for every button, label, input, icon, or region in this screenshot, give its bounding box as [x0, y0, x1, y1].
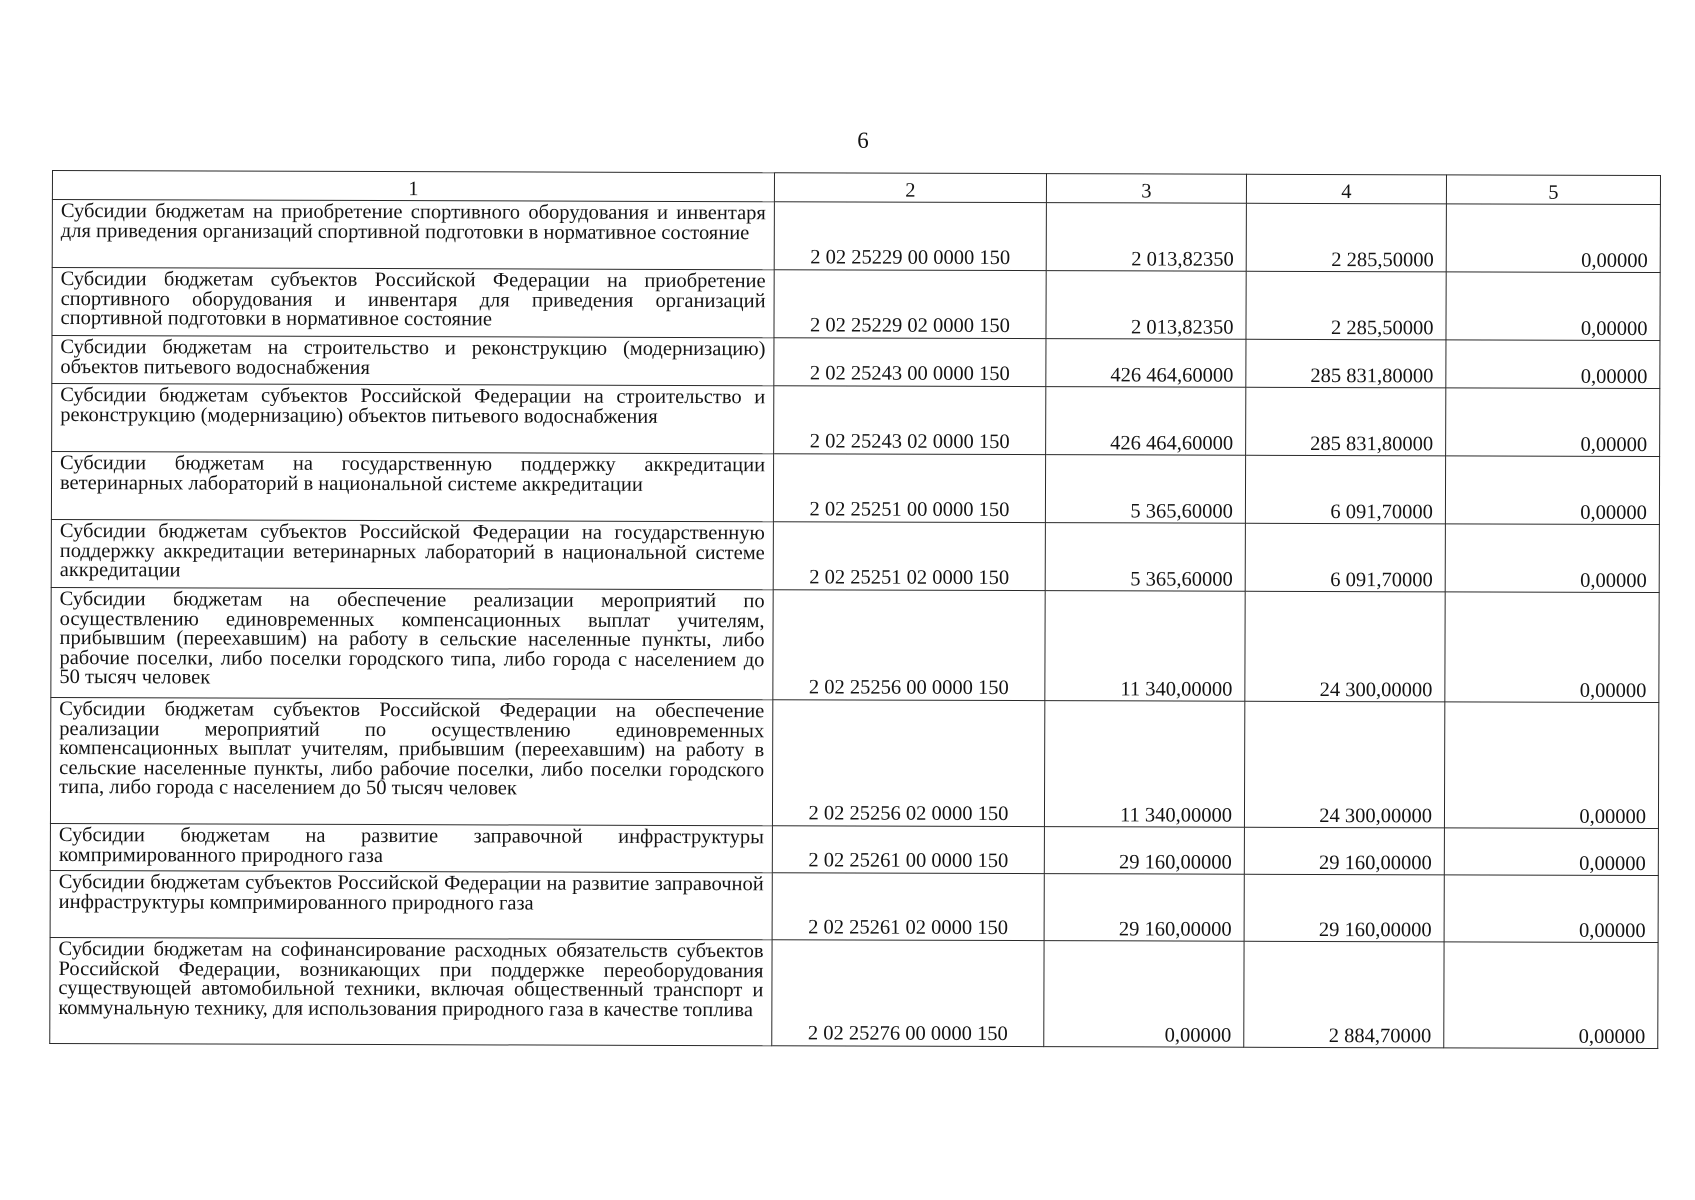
row-description: Субсидии бюджетам на софинансирование расходных обязательств субъектов Российской Федерации, возникающих при поддержке переоборудования существующей автомобильной техники, включая общественный транспорт и коммунальную технику, для использования природного газа в качестве топлива [50, 937, 772, 1045]
row-value-col5: 0,00000 [1446, 272, 1660, 341]
row-value-col3: 5 365,60000 [1045, 455, 1245, 524]
table-row [52, 268, 1660, 341]
row-value-col5: 0,00000 [1445, 456, 1659, 525]
row-value-col5: 0,00000 [1446, 340, 1660, 389]
row-value-col3: 5 365,60000 [1045, 523, 1245, 592]
row-budget-code: 2 02 25251 00 0000 150 [773, 454, 1045, 523]
row-value-col3: 29 160,00000 [1044, 874, 1244, 942]
row-value-col4: 285 831,80000 [1246, 339, 1446, 388]
table-row [52, 336, 1660, 389]
row-description: Субсидии бюджетам субъектов Российской Федерации на приобретение спортивного оборудования и инвентаря для приведения организаций спортивной подготовки в нормативное состояние [52, 268, 774, 338]
column-header-1: 1 [52, 171, 774, 202]
row-value-col5: 0,00000 [1445, 592, 1659, 703]
row-value-col3: 426 464,60000 [1046, 387, 1246, 456]
column-header-5: 5 [1446, 175, 1660, 205]
row-value-col5: 0,00000 [1444, 875, 1658, 943]
row-value-col3: 426 464,60000 [1046, 339, 1246, 388]
row-value-col3: 29 160,00000 [1044, 827, 1244, 875]
table-row [52, 200, 1660, 273]
row-value-col5: 0,00000 [1445, 524, 1659, 593]
table-row [51, 519, 1659, 592]
row-value-col4: 2 884,70000 [1244, 941, 1444, 1048]
table-row [50, 870, 1658, 942]
row-budget-code: 2 02 25243 00 0000 150 [774, 338, 1046, 387]
row-value-col3: 2 013,82350 [1046, 203, 1246, 272]
table-row [52, 384, 1660, 457]
row-budget-code: 2 02 25276 00 0000 150 [772, 940, 1044, 1047]
row-description: Субсидии бюджетам на приобретение спортивного оборудования и инвентаря для приведения организаций спортивной подготовки в нормативное состояние [52, 200, 774, 270]
row-value-col4: 2 285,50000 [1246, 203, 1446, 272]
row-budget-code: 2 02 25243 02 0000 150 [774, 386, 1046, 455]
page-number: 6 [857, 128, 869, 153]
column-header-2: 2 [774, 173, 1046, 203]
table-row [51, 587, 1659, 702]
row-value-col4: 2 285,50000 [1246, 271, 1446, 340]
row-value-col5: 0,00000 [1446, 388, 1660, 457]
row-value-col3: 2 013,82350 [1046, 271, 1246, 340]
row-value-col5: 0,00000 [1446, 204, 1660, 273]
row-value-col4: 6 091,70000 [1245, 523, 1445, 592]
table-row [50, 697, 1658, 828]
row-description: Субсидии бюджетам на строительство и реконструкцию (модернизацию) объектов питьевого водоснабжения [52, 336, 774, 386]
column-header-3: 3 [1046, 174, 1246, 204]
row-description: Субсидии бюджетам субъектов Российской Федерации на обеспечение реализации мероприятий по осуществлению единовременных компенсационных выплат учителям, прибывшим (переехавшим) на работу в сельские населенные пункты, либо рабочие поселки, либо поселки городского типа, либо города с населением до 50 тысяч человек [50, 697, 772, 825]
row-value-col3: 0,00000 [1044, 941, 1244, 1048]
row-budget-code: 2 02 25251 02 0000 150 [773, 522, 1045, 591]
row-value-col5: 0,00000 [1444, 702, 1658, 829]
row-description: Субсидии бюджетам субъектов Российской Федерации на государственную поддержку аккредитации ветеринарных лабораторий в национальной системе аккредитации [51, 519, 773, 589]
row-description: Субсидии бюджетам на развитие заправочной инфраструктуры компримированного природного газа [50, 823, 772, 872]
row-budget-code: 2 02 25256 02 0000 150 [772, 700, 1044, 827]
row-value-col4: 29 160,00000 [1244, 827, 1444, 875]
row-budget-code: 2 02 25229 00 0000 150 [774, 202, 1046, 271]
column-header-4: 4 [1246, 174, 1446, 204]
budget-table [49, 170, 1661, 1049]
table-row [51, 452, 1659, 525]
row-value-col4: 285 831,80000 [1246, 387, 1446, 456]
row-description: Субсидии бюджетам субъектов Российской Федерации на развитие заправочной инфраструктуры компримированного природного газа [50, 870, 772, 939]
row-value-col5: 0,00000 [1444, 942, 1658, 1049]
row-description: Субсидии бюджетам субъектов Российской Федерации на строительство и реконструкцию (модернизацию) объектов питьевого водоснабжения [52, 384, 774, 454]
row-value-col5: 0,00000 [1444, 828, 1658, 876]
row-value-col3: 11 340,00000 [1044, 701, 1244, 828]
row-value-col4: 29 160,00000 [1244, 874, 1444, 942]
row-description: Субсидии бюджетам на государственную поддержку аккредитации ветеринарных лабораторий в национальной системе аккредитации [51, 452, 773, 522]
row-value-col4: 6 091,70000 [1245, 455, 1445, 524]
row-budget-code: 2 02 25229 02 0000 150 [774, 270, 1046, 339]
row-budget-code: 2 02 25261 02 0000 150 [772, 873, 1044, 941]
table-row [50, 937, 1658, 1048]
row-value-col4: 24 300,00000 [1244, 701, 1444, 828]
table-row [50, 823, 1658, 875]
row-value-col3: 11 340,00000 [1045, 591, 1245, 702]
row-budget-code: 2 02 25261 00 0000 150 [772, 826, 1044, 874]
row-value-col4: 24 300,00000 [1245, 591, 1445, 702]
budget-table-container [49, 170, 1660, 1049]
row-budget-code: 2 02 25256 00 0000 150 [773, 590, 1045, 701]
row-description: Субсидии бюджетам на обеспечение реализации мероприятий по осуществлению единовременных компенсационных выплат учителям, прибывшим (переехавшим) на работу в сельские населенные пункты, либо рабочие поселки, либо поселки городского типа, либо города с населением до 50 тысяч человек [51, 587, 773, 699]
